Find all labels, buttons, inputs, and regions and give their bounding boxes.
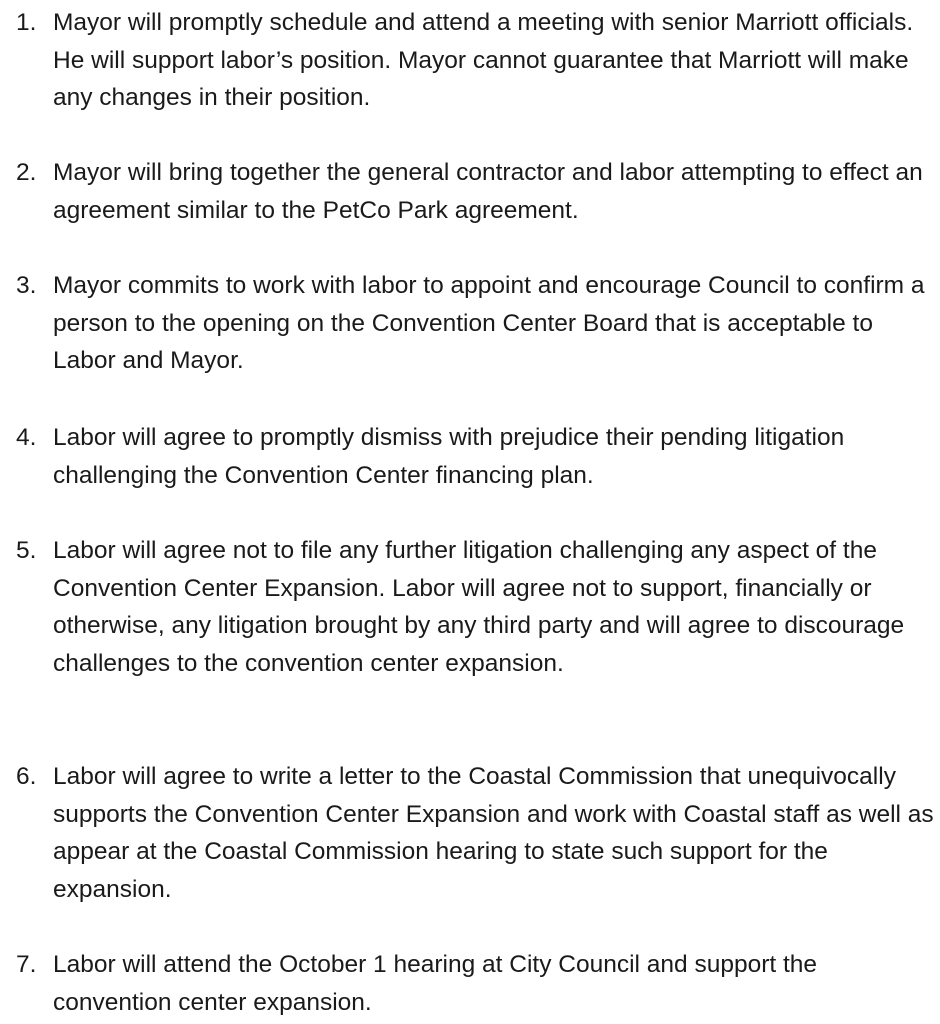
- item-text: Mayor will bring together the general contractor and labor attempting to effect an agreement similar to the PetCo Park agreement.: [53, 159, 923, 224]
- list-item: [16, 4, 934, 117]
- item-text: Labor will attend the October 1 hearing at City Council and support the convention center expansion.: [53, 951, 818, 1016]
- item-number: 4.: [16, 424, 37, 451]
- list-item: [16, 267, 934, 380]
- item-text: Labor will agree to promptly dismiss with prejudice their pending litigation challenging the Convention Center financing plan.: [53, 424, 845, 489]
- item-number: 6.: [16, 763, 37, 790]
- item-number: 7.: [16, 951, 37, 978]
- list-item: [16, 419, 934, 494]
- item-text: Labor will agree not to file any further litigation challenging any aspect of the Convention Center Expansion. Labor will agree not to support, financially or otherwise, any litigation brought by any third party and will agree to discourage challenges to the convention center expansion.: [53, 537, 905, 677]
- item-number: 5.: [16, 537, 37, 564]
- list-item: [16, 154, 934, 229]
- item-number: 1.: [16, 9, 37, 36]
- item-text: Mayor will promptly schedule and attend a meeting with senior Marriott officials. He will support labor’s position. Mayor cannot guarantee that Marriott will make any changes in their position.: [53, 9, 914, 111]
- item-number: 3.: [16, 272, 37, 299]
- list-item: [16, 946, 934, 1021]
- item-number: 2.: [16, 159, 37, 186]
- list-item: [16, 758, 934, 908]
- item-text: Mayor commits to work with labor to appoint and encourage Council to confirm a person to the opening on the Convention Center Board that is acceptable to Labor and Mayor.: [53, 272, 925, 374]
- list-item: [16, 532, 934, 682]
- item-text: Labor will agree to write a letter to the Coastal Commission that unequivocally supports the Convention Center Expansion and work with Coastal staff as well as appear at the Coastal Commission hearing to state such support for the expansion.: [53, 763, 934, 903]
